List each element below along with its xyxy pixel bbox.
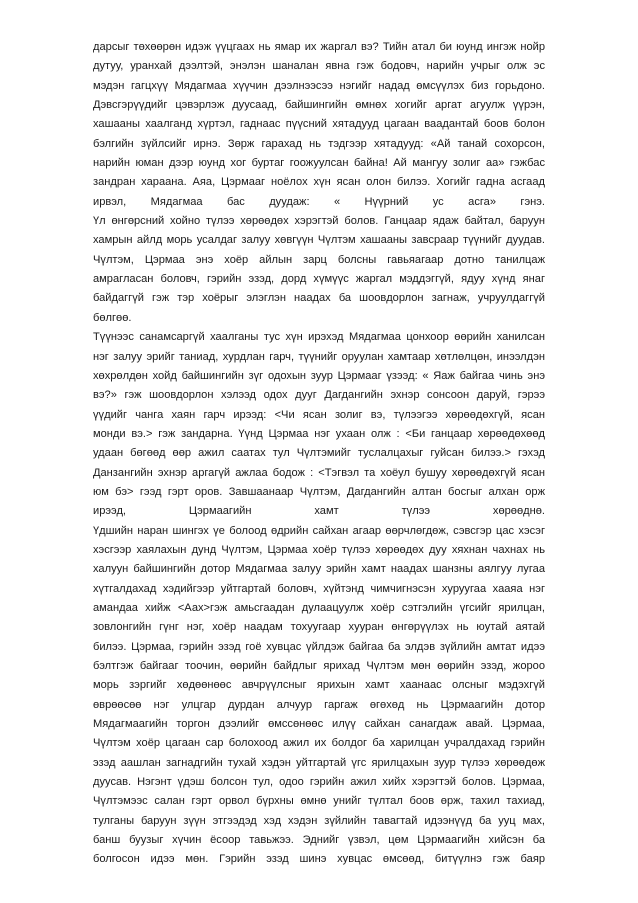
text-line: халуун байшингийн дотор Мядагмаа залуу эрийн хамт наадах шанзны аялгуу лугаа (93, 563, 545, 576)
text-line: өврөөсөө нэг улцгар дурдан алчуур гаргаж өгөхөд нь Цэрмаагийн дотор (93, 698, 545, 711)
text-line: дуусав. Нэгэнт үдэш болсон тул, одоо гэрийн ажил хийх хэрэгтэй болов. Цэрмаа, (93, 776, 545, 789)
text-line: мэдэн гагцхүү Мядагмаа хүүчин дээлнээсээ нэгийг надад өмсүүлэх биз горьдоно. (93, 79, 545, 92)
text-line: үүдийг чанга хаян гарч ирээд: <Чи ясан золиг вэ, түлээгээ хөрөөдөхгүй, ясан (93, 408, 545, 421)
text-line: бэлгийн зүйлсийг ирнэ. Зөрж гарахад нь тэдгээр хятадууд: «Ай танай сохорсон, (93, 137, 545, 150)
text-line: бэлтгэж байгааг тоочин, өөрийн байдлыг ярихад Чүлтэм мөн өөрийн эзэд, жороо (93, 660, 545, 672)
text-line: банш буузыг хүчин ёсоор тавьжээ. Эднийг үзвэл, цөм Цэрмаагийн хийсэн ба (93, 834, 545, 847)
text-line: удаан бөгөөд өөр ажил саатах тул Чүлтэмийг туслалцахыг гуйсан билээ.> гэхэд (93, 447, 545, 460)
text-line: нэг залуу эрийг таниад, хурдлан гарч, түүнийг оруулан хамтаар хөтлөлцөн, инээлдэн (93, 350, 545, 363)
text-line: болгосон идээ мөн. Гэрийн эзэд шинэ хувцас өмсөөд, битүүлнэ гэж баяр (93, 853, 545, 866)
text-line: тулганы баруун зүүн этгээдэд хэд хэдэн зүйлийн тавагтай идээнүүд ба ууц мах, (93, 814, 545, 827)
text-line: хүтгалдахад хэдийгээр уйтгартай боловч, хүйтэнд чимчигнэсэн хуруугаа хааяа нэг (93, 582, 545, 595)
text-line: дарсыг төхөөрөн идэж үүцгаах нь ямар их жаргал вэ? Тийн атал би юунд ингэж нойр (93, 41, 545, 53)
text-line: хамрын айлд морь усалдаг залуу хөвгүүн Чүлтэм хашааны завсраар түүнийг дуудав. (93, 234, 545, 247)
text-line: морь зэргийг хөдөөнөөс авчрүүлсныг ярихын хамт хаанаас олсныг мэдэхгүй (93, 679, 545, 692)
text-line: монди вэ.> гэж зандарна. Үүнд Цэрмаа нэг ухаан олж : <Би ганцаар хөрөөдөхөөд (93, 427, 545, 440)
text-line: вэ?» гэж шоовдорлон хэлээд одох дууг Дагдангийн эхнэр сонсоон даруй, гэрээ (93, 389, 545, 402)
text-line: Түүнээс санамсаргүй хаалганы тус хүн ирэхэд Мядагмаа цонхоор өөрийн ханилсан (93, 331, 545, 344)
text-line: Мядагмаагийн торгон дээлийг өмссөнөөс илүү сайхан санагдаж авай. Цэрмаа, (93, 718, 545, 731)
text-line: дутуу, уранхай дээлтэй, энэлэн шаналан явна гэж бодовч, нарийн учрыг олж эс (93, 60, 545, 73)
text-line: эзэд аашлан загнадгийн тухай хэдэн уйтгартай үгс ярилцахын зуур түлээ хөрөөдөж (93, 756, 545, 769)
text-line: нарийн юман дээр юунд хог буртаг гоожуулсан байна! Ай мангуу золиг аа» гэжбас (93, 157, 545, 170)
text-line: ирвэл, Мядагмаа бас дуудаж: « Нүүрний ус асга» гэнэ. (93, 195, 545, 208)
text-line: билээ. Цэрмаа, гэрийн эзэд гоё хувцас үйлдэж байгаа ба элдэв зүйлийн амтат идээ (93, 640, 545, 653)
text-line: Чүлтэм хоёр цагаан сар болохоод ажил их болдог ба харилцан учралдахад гэрийн (93, 737, 545, 750)
text-line: Чүлтэмээс салан гэрт орвол бүрхны өмнө унийг түлтал боов өрж, тахил тахиад, (93, 795, 545, 808)
text-line: зандран хараана. Аяа, Цэрмааг ноёлох хүн ясан олон билээ. Хогийг гадна асгаад (93, 176, 545, 189)
text-line: Үдшийн наран шингэх үе болоод өдрийн сайхан агаар өөрчлөгдөж, сэвсгэр цас хэсэг (93, 524, 545, 537)
text-line: хөхрөлдөн хойд байшингийн зүг одохын зуур Цэрмааг үзээд: « Яаж байгаа чинь энэ (93, 369, 545, 382)
text-line: Чүлтэм, Цэрмаа энэ хоёр айлын зарц болсны гавьяагаар дотно танилцаж (93, 253, 545, 266)
text-line: хэсгээр хаялахын дунд Чүлтэм, Цэрмаа хоёр түлээ хөрөөдөх дуу хяхнан чахнах нь (93, 543, 545, 556)
text-line: ирээд, Цэрмаагийн хамт түлээ хөрөөднө. (93, 505, 545, 518)
body-text (93, 38, 545, 870)
text-line: Үл өнгөрсний хойно түлээ хөрөөдөх хэрэгтэй болов. Ганцаар ядаж байтал, баруун (93, 215, 545, 228)
text-line: хашааны хаалганд хүртэл, гаднаас пүүсний хятадууд цагаан ваадантай боов болон (93, 118, 545, 131)
text-line: юм бэ> гээд гэрт оров. Завшаанаар Чүлтэм, Дагдангийн алтан босгыг алхан орж (93, 485, 545, 498)
text-line: байдаггүй гэж тэр хоёрыг элэглэн наадах ба шоовдорлон загнаж, учруулдаггүй (93, 292, 545, 305)
text-line: зовлонгийн гүнг нэг, хоёр наадам тохуугаар хууран өнгөрүүлэх нь юутай аятай (93, 621, 545, 634)
text-line: Дэвсгэрүүдийг цэвэрлэж дуусаад, байшингийн өмнөх хогийг аргат агуулж үүрэн, (93, 99, 545, 112)
text-line: амрагласан боловч, гэрийн эзэд, дорд хүмүүс жаргал мэддэггүй, ядуу хүнд янаг (93, 273, 545, 286)
text-line: Данзангийн эхнэр аргагүй ажлаа бодож : <Тэгвэл та хоёул бушуу хөрөөдөхгүй ясан (93, 466, 545, 479)
text-line: бөлгөө. (93, 311, 132, 324)
text-line: амандаа хийж <Аах>гэж амьсгаадан дулаацуулж хоёр сэтгэлийн үгсийг ярилцан, (93, 601, 545, 614)
